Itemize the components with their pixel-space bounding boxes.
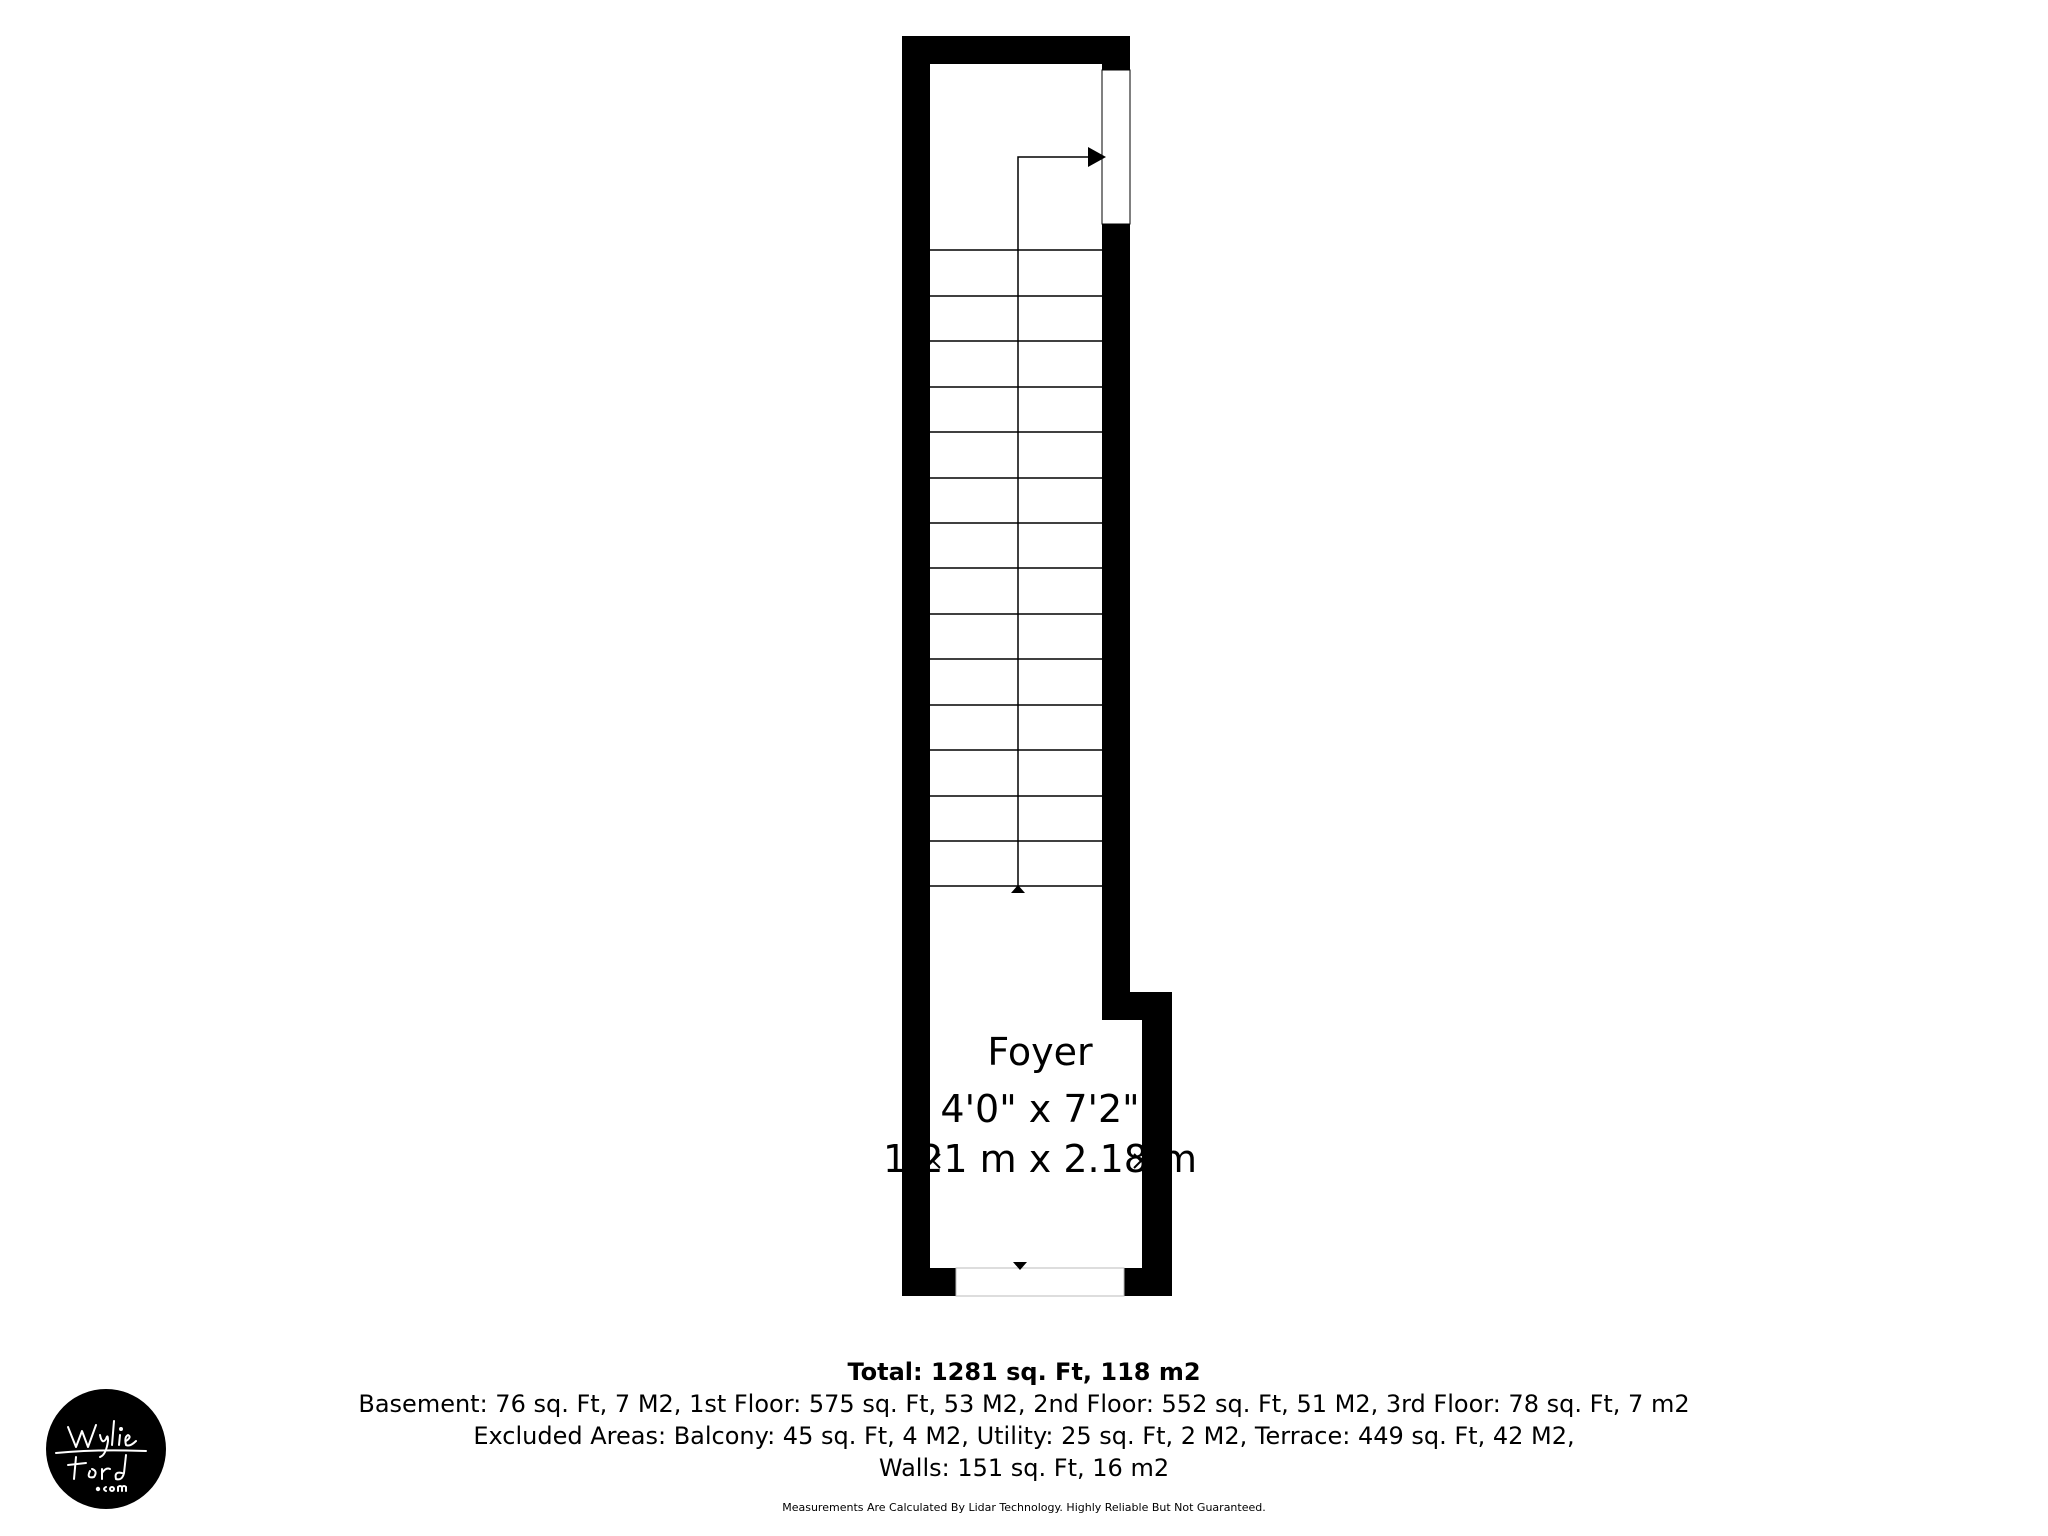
wylie-ford-logo-icon [46,1389,166,1509]
right-wall-mid [1102,224,1130,994]
wall-area: Walls: 151 sq. Ft, 16 m2 [878,1454,1170,1482]
right-window [1102,70,1130,224]
bottom-wall-left [902,1268,956,1296]
front-door [956,1268,1124,1296]
room-dimensions-metric: 1.21 m x 2.18 m [882,1137,1198,1181]
total-area: Total: 1281 sq. Ft, 118 m2 [847,1358,1201,1386]
right-wall-top [1102,36,1130,70]
floor-areas: Basement: 76 sq. Ft, 7 M2, 1st Floor: 575 sq. Ft, 53 M2, 2nd Floor: 552 sq. Ft, 51 M2, 3rd Floor: 78 sq. Ft, 7 m2 [358,1390,1690,1418]
bottom-wall-right [1124,1268,1172,1296]
room-dimensions-imperial: 4'0" x 7'2" [940,1087,1140,1131]
room-name: Foyer [987,1030,1093,1074]
excluded-areas: Excluded Areas: Balcony: 45 sq. Ft, 4 M2, Utility: 25 sq. Ft, 2 M2, Terrace: 449 sq. Ft, 42 M2, [473,1422,1575,1450]
top-wall [902,36,1130,64]
stairs [930,157,1102,886]
left-wall [902,36,930,1296]
stair-direction-line [1018,157,1090,886]
logo-script-icon [46,1389,166,1509]
disclaimer: Measurements Are Calculated By Lidar Technology. Highly Reliable But Not Guaranteed. [782,1501,1266,1514]
